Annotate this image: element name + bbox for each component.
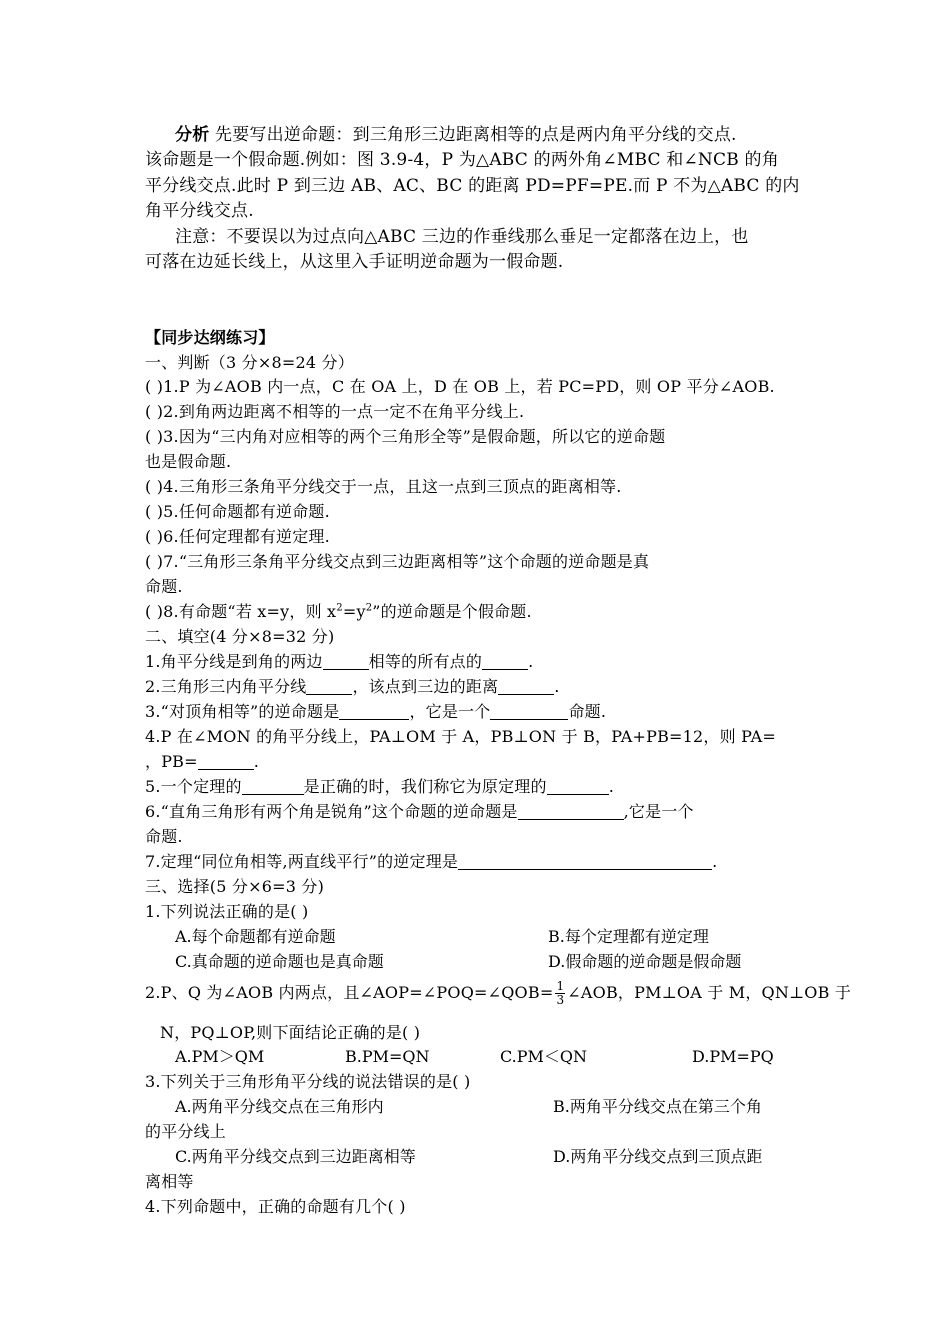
part1-heading: 一、判断（3 分×8=24 分） bbox=[145, 353, 354, 372]
answer-blank[interactable] bbox=[458, 853, 712, 870]
q2-text-a: 2.三角形三内角平分线 bbox=[145, 677, 307, 696]
q2-option-b[interactable]: B.PM=QN bbox=[345, 1047, 430, 1066]
q2-text-a: 2.P、Q 为∠AOB 内两点，且∠AOP=∠POQ=∠QOB= bbox=[145, 983, 554, 1002]
q3-option-b[interactable]: B.两角平分线交点在第三个角 bbox=[553, 1097, 762, 1116]
part1-item-5: ( )5.任何命题都有逆命题. bbox=[145, 502, 330, 521]
analysis-line-3: 平分线交点.此时 P 到三边 AB、AC、BC 的距离 PD=PF=PE.而 P 不为△ABC 的内 bbox=[145, 176, 800, 196]
analysis-label: 分析 bbox=[175, 125, 210, 145]
q2-text-b: ∠AOB，PM⊥OA 于 M，QN⊥OB 于 bbox=[567, 983, 852, 1002]
q7-text-b: . bbox=[712, 852, 718, 871]
analysis-line-2: 该命题是一个假命题.例如：图 3.9-4，P 为△ABC 的两外角∠MBC 和∠NCB 的角 bbox=[145, 150, 779, 170]
q3-text-a: 3.“对顶角相等”的逆命题是 bbox=[145, 702, 340, 721]
q1-text-a: 1.角平分线是到角的两边 bbox=[145, 652, 323, 671]
q1-option-c[interactable]: C.真命题的逆命题也是真命题 bbox=[175, 952, 384, 971]
q1-option-b[interactable]: B.每个定理都有逆定理 bbox=[548, 927, 709, 946]
q6-text-a: 6.“直角三角形有两个角是锐角”这个命题的逆命题是 bbox=[145, 802, 518, 821]
q3-option-c[interactable]: C.两角平分线交点到三边距离相等 bbox=[175, 1147, 416, 1166]
part2-q3 bbox=[145, 700, 606, 724]
q3-option-b-cont: 的平分线上 bbox=[145, 1122, 227, 1141]
answer-blank[interactable] bbox=[306, 678, 352, 695]
q1-text-c: . bbox=[528, 652, 534, 671]
part2-q6 bbox=[145, 800, 694, 824]
part1-item-3: ( )3.因为“三内角对应相等的两个三角形全等”是假命题，所以它的逆命题 bbox=[145, 427, 666, 446]
fraction-one-third bbox=[555, 980, 565, 1007]
answer-blank[interactable] bbox=[498, 678, 554, 695]
part3-heading: 三、选择(5 分×6=3 分) bbox=[145, 877, 325, 896]
fraction-numerator: 1 bbox=[556, 979, 565, 993]
answer-blank[interactable] bbox=[323, 653, 369, 670]
item8-sup-1: 2 bbox=[336, 602, 343, 614]
fraction-denominator: 3 bbox=[556, 993, 565, 1007]
part1-item-6: ( )6.任何定理都有逆定理. bbox=[145, 527, 330, 546]
q2-option-d[interactable]: D.PM=PQ bbox=[692, 1047, 774, 1066]
q5-text-a: 5.一个定理的 bbox=[145, 777, 242, 796]
answer-blank[interactable] bbox=[242, 778, 304, 795]
q1-option-d[interactable]: D.假命题的逆命题是假命题 bbox=[548, 952, 742, 971]
q3-option-d-cont: 离相等 bbox=[145, 1172, 194, 1191]
item8-pre: ( )8.有命题“若 x=y，则 x bbox=[145, 602, 337, 621]
q3-text-c: 命题. bbox=[568, 702, 607, 721]
analysis-text: 先要写出逆命题：到三角形三边距离相等的点是两内角平分线的交点. bbox=[215, 125, 737, 145]
q5-text-b: 是正确的时，我们称它为原定理的 bbox=[303, 777, 547, 796]
part1-item-4: ( )4.三角形三条角平分线交于一点，且这一点到三顶点的距离相等. bbox=[145, 477, 622, 496]
q4-text-b: . bbox=[253, 752, 260, 771]
part2-q2 bbox=[145, 675, 560, 699]
answer-blank[interactable] bbox=[518, 803, 624, 820]
item8-post: ”的逆命题是个假命题. bbox=[372, 602, 532, 621]
q3-option-a[interactable]: A.两角平分线交点在三角形内 bbox=[175, 1097, 384, 1116]
q7-text-a: 7.定理“同位角相等,两直线平行”的逆定理是 bbox=[145, 852, 459, 871]
q6-text-b: ,它是一个 bbox=[623, 802, 694, 821]
part2-heading: 二、填空(4 分×8=32 分) bbox=[145, 627, 335, 646]
item8-sup-2: 2 bbox=[365, 602, 373, 614]
part1-item-7-cont: 命题. bbox=[145, 577, 183, 596]
q2-text-c: . bbox=[554, 677, 560, 696]
section-title: 【同步达纲练习】 bbox=[145, 328, 275, 347]
q2-text-b: ，该点到三边的距离 bbox=[352, 677, 499, 696]
part2-q1 bbox=[145, 650, 533, 674]
part2-q4: 4.P 在∠MON 的角平分线上，PA⊥OM 于 A，PB⊥ON 于 B，PA+PB=12，则 PA= bbox=[145, 727, 776, 746]
answer-blank[interactable] bbox=[490, 703, 568, 720]
q3-option-d[interactable]: D.两角平分线交点到三顶点距 bbox=[553, 1147, 763, 1166]
part1-item-1: ( )1.P 为∠AOB 内一点，C 在 OA 上，D 在 OB 上，若 PC=PD，则 OP 平分∠AOB. bbox=[145, 377, 775, 396]
part1-item-2: ( )2.到角两边距离不相等的一点一定不在角平分线上. bbox=[145, 402, 525, 421]
q5-text-c: . bbox=[608, 777, 614, 796]
answer-blank[interactable] bbox=[547, 778, 609, 795]
part2-q7 bbox=[145, 850, 717, 874]
part3-q4: 4.下列命题中，正确的命题有几个( ) bbox=[145, 1197, 406, 1216]
q3-text-b: ，它是一个 bbox=[409, 702, 491, 721]
q1-text-b: 相等的所有点的 bbox=[368, 652, 483, 671]
part3-q3: 3.下列关于三角形角平分线的说法错误的是( ) bbox=[145, 1072, 471, 1091]
part2-q5 bbox=[145, 775, 614, 799]
part1-item-8 bbox=[145, 600, 532, 624]
part3-q2-cont: N，PQ⊥OP,则下面结论正确的是( ) bbox=[160, 1023, 421, 1042]
q2-option-c[interactable]: C.PM＜QN bbox=[500, 1047, 588, 1066]
part1-item-7: ( )7.“三角形三条角平分线交点到三边距离相等”这个命题的逆命题是真 bbox=[145, 552, 650, 571]
part1-item-3-cont: 也是假命题. bbox=[145, 452, 232, 471]
analysis-line-4: 角平分线交点. bbox=[145, 201, 254, 221]
q2-option-a[interactable]: A.PM＞QM bbox=[175, 1047, 265, 1066]
part3-q1: 1.下列说法正确的是( ) bbox=[145, 902, 309, 921]
note-line-2: 可落在边延长线上，从这里入手证明逆命题为一假命题. bbox=[145, 252, 564, 272]
answer-blank[interactable] bbox=[339, 703, 409, 720]
note-line-1: 注意：不要误以为过点向△ABC 三边的作垂线那么垂足一定都落在边上，也 bbox=[175, 227, 749, 247]
part3-q2 bbox=[145, 980, 851, 1007]
item8-mid: =y bbox=[342, 602, 366, 621]
answer-blank[interactable] bbox=[482, 653, 528, 670]
answer-blank[interactable] bbox=[198, 753, 254, 770]
part2-q4-cont bbox=[145, 750, 259, 774]
part2-q6-cont: 命题. bbox=[145, 827, 183, 846]
analysis-line-1 bbox=[175, 123, 737, 147]
q4-text-a: ，PB= bbox=[145, 752, 198, 771]
q1-option-a[interactable]: A.每个命题都有逆命题 bbox=[175, 927, 336, 946]
